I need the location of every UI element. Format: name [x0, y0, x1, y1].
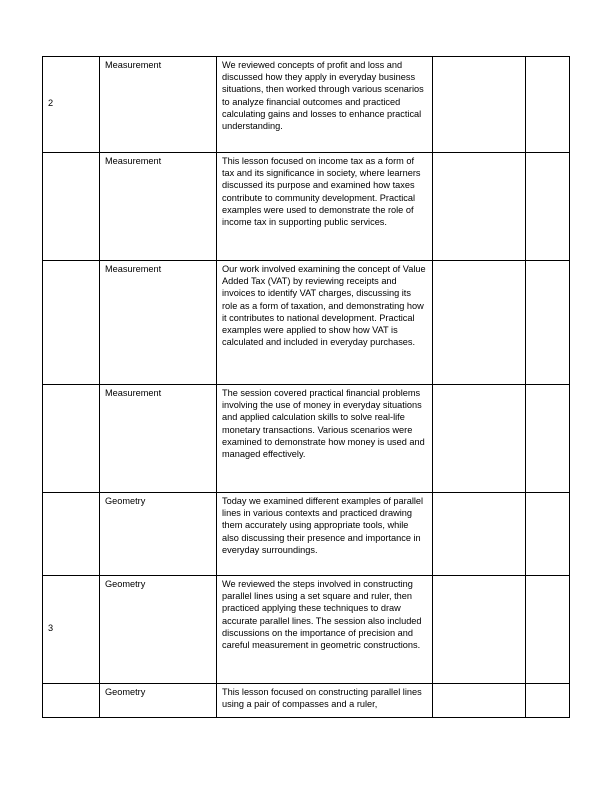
- table-row: [43, 153, 570, 261]
- topic-cell: Geometry: [100, 576, 217, 684]
- description-cell: We reviewed concepts of profit and loss and discussed how they apply in everyday business situations, then worked through various scenarios to analyze financial outcomes and practiced calculating gains and losses to enhance practical understanding.: [217, 57, 433, 153]
- empty-cell: [433, 385, 526, 493]
- description-cell: The session covered practical financial problems involving the use of money in everyday situations and applied calculation skills to solve real-life monetary transactions. Various scenarios were examined to demonstrate how money is used and managed effectively.: [217, 385, 433, 493]
- empty-cell: [433, 576, 526, 684]
- lesson-log-table: [42, 56, 570, 718]
- table-row: [43, 385, 570, 493]
- topic-cell: Measurement: [100, 153, 217, 261]
- empty-cell: [433, 57, 526, 153]
- table-row: [43, 261, 570, 385]
- empty-cell: [526, 153, 570, 261]
- empty-cell: [526, 57, 570, 153]
- topic-cell: Geometry: [100, 684, 217, 718]
- description-cell: This lesson focused on income tax as a form of tax and its significance in society, where learners discussed its purpose and examined how taxes contribute to community development. Practical examples were used to demonstrate the role of income tax in supporting public services.: [217, 153, 433, 261]
- topic-cell: Measurement: [100, 261, 217, 385]
- topic-cell: Geometry: [100, 493, 217, 576]
- description-cell: Today we examined different examples of parallel lines in various contexts and practiced drawing them accurately using appropriate tools, while also discussing their presence and importance in everyday surroundings.: [217, 493, 433, 576]
- week-cell: [43, 493, 100, 576]
- description-cell: This lesson focused on constructing parallel lines using a pair of compasses and a ruler,: [217, 684, 433, 718]
- empty-cell: [526, 261, 570, 385]
- description-cell: We reviewed the steps involved in constructing parallel lines using a set square and ruler, then practiced applying these techniques to draw accurate parallel lines. The session also included discussions on the importance of precision and careful measurement in geometric constructions.: [217, 576, 433, 684]
- week-cell: 2: [43, 57, 100, 153]
- topic-cell: Measurement: [100, 57, 217, 153]
- empty-cell: [526, 576, 570, 684]
- topic-cell: Measurement: [100, 385, 217, 493]
- empty-cell: [433, 493, 526, 576]
- description-cell: Our work involved examining the concept of Value Added Tax (VAT) by reviewing receipts and invoices to identify VAT charges, discussing its role as a form of taxation, and demonstrating how it contributes to national development. Practical examples were applied to show how VAT is calculated and included in everyday purchases.: [217, 261, 433, 385]
- empty-cell: [433, 153, 526, 261]
- table-row: [43, 684, 570, 718]
- empty-cell: [526, 493, 570, 576]
- week-cell: [43, 684, 100, 718]
- week-cell: [43, 153, 100, 261]
- table-row: [43, 493, 570, 576]
- week-cell: [43, 261, 100, 385]
- week-cell: [43, 385, 100, 493]
- empty-cell: [526, 385, 570, 493]
- empty-cell: [433, 261, 526, 385]
- table-row: [43, 57, 570, 153]
- empty-cell: [526, 684, 570, 718]
- table-row: [43, 576, 570, 684]
- week-cell: 3: [43, 576, 100, 684]
- empty-cell: [433, 684, 526, 718]
